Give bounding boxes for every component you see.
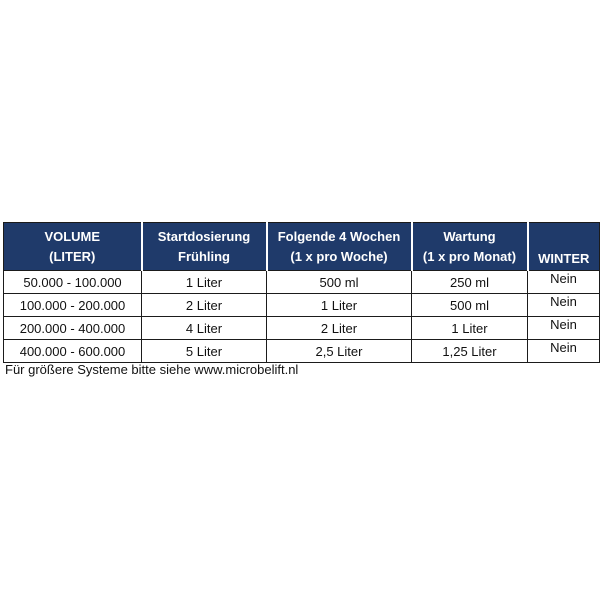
cell-following-weeks: 2 Liter <box>267 317 412 340</box>
cell-following-weeks: 1 Liter <box>267 294 412 317</box>
header-maintenance-line2: (1 x pro Monat) <box>422 248 517 264</box>
header-volume-line1: VOLUME <box>44 228 101 244</box>
header-volume <box>4 223 142 271</box>
footnote: Für größere Systeme bitte siehe www.microbelift.nl <box>5 362 299 377</box>
cell-winter: Nein <box>528 340 600 363</box>
header-volume-line2: (LITER) <box>49 248 96 264</box>
header-maintenance-line1: Wartung <box>443 228 496 244</box>
cell-start-dose: 1 Liter <box>142 271 267 294</box>
header-following-weeks <box>267 223 412 271</box>
table-row <box>4 340 600 363</box>
dosage-table <box>3 222 600 363</box>
cell-start-dose: 5 Liter <box>142 340 267 363</box>
cell-maintenance: 1,25 Liter <box>412 340 528 363</box>
header-winter <box>528 223 600 271</box>
cell-winter: Nein <box>528 294 600 317</box>
cell-volume: 400.000 - 600.000 <box>4 340 142 363</box>
cell-start-dose: 4 Liter <box>142 317 267 340</box>
table-row <box>4 271 600 294</box>
cell-volume: 200.000 - 400.000 <box>4 317 142 340</box>
header-following-weeks-line1: Folgende 4 Wochen <box>277 228 401 244</box>
cell-volume: 50.000 - 100.000 <box>4 271 142 294</box>
cell-volume: 100.000 - 200.000 <box>4 294 142 317</box>
header-winter-label: WINTER <box>538 251 590 266</box>
cell-winter: Nein <box>528 317 600 340</box>
cell-maintenance: 250 ml <box>412 271 528 294</box>
header-following-weeks-line2: (1 x pro Woche) <box>290 248 388 264</box>
header-start-dose-line2: Frühling <box>178 248 230 264</box>
table-row <box>4 294 600 317</box>
cell-winter: Nein <box>528 271 600 294</box>
header-maintenance <box>412 223 528 271</box>
cell-start-dose: 2 Liter <box>142 294 267 317</box>
header-start-dose-line1: Startdosierung <box>157 228 251 244</box>
table-row <box>4 317 600 340</box>
cell-maintenance: 500 ml <box>412 294 528 317</box>
table-header-row <box>4 223 600 271</box>
header-start-dose <box>142 223 267 271</box>
cell-following-weeks: 500 ml <box>267 271 412 294</box>
cell-maintenance: 1 Liter <box>412 317 528 340</box>
cell-following-weeks: 2,5 Liter <box>267 340 412 363</box>
